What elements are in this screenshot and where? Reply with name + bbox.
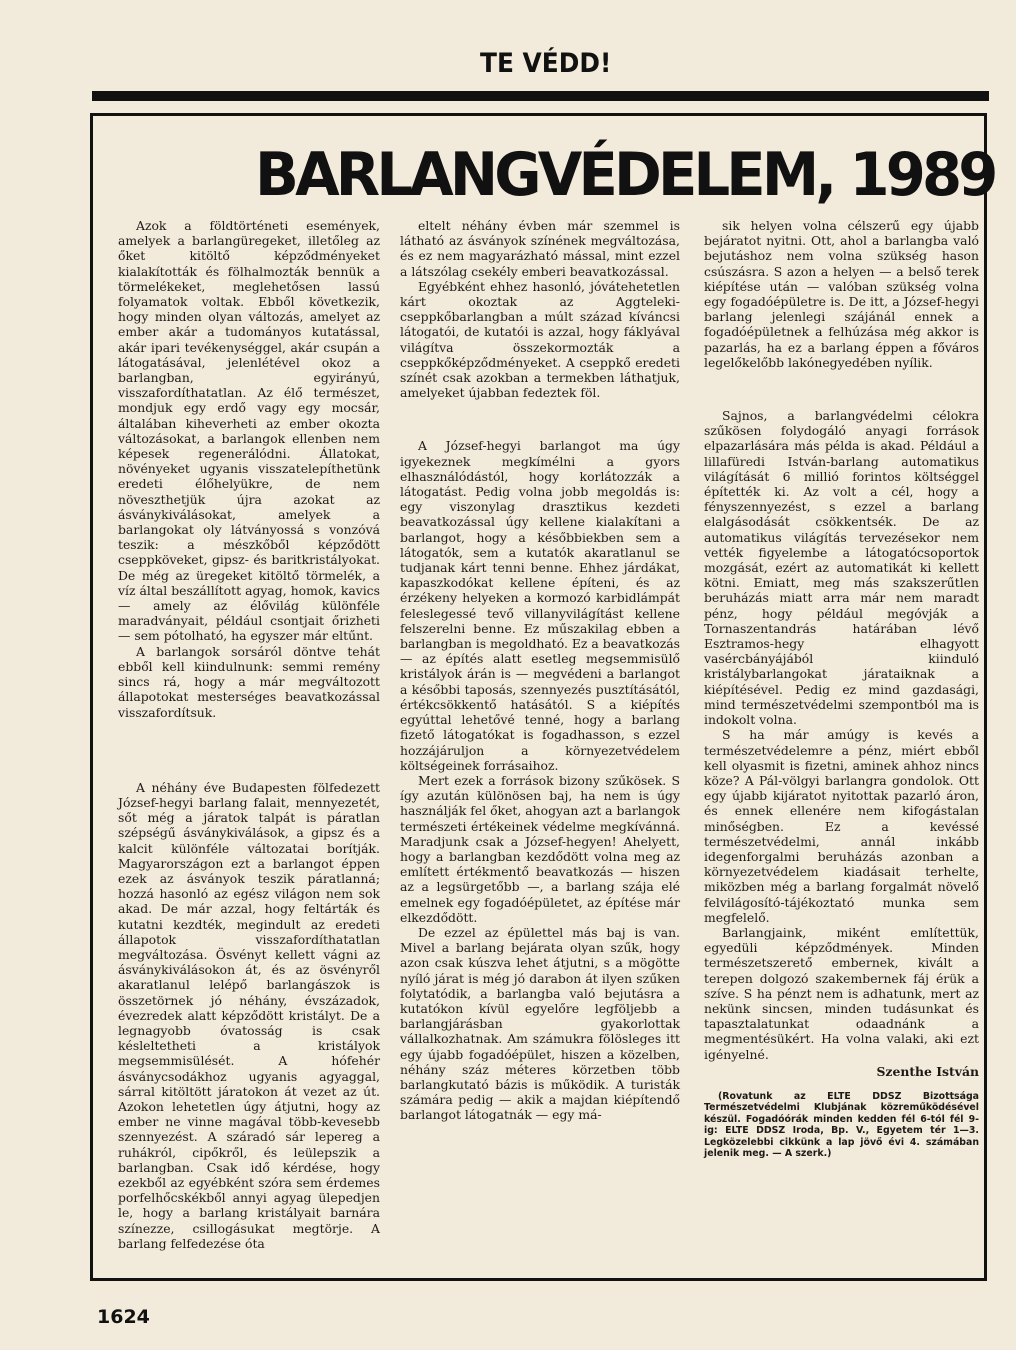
section-label: TE VÉDD! [480, 48, 612, 79]
paragraph: sik helyen volna célszerű egy újabb bejáratot nyitni. Ott, ahol a barlangba való bejutáshoz nem volna szükség hason csúszásra. S azon a helyen — a belső terek kiépítése után — valóban szükség volna egy fogadóépületre is. De itt, a József-hegyi barlang jelenlegi szájánál ennek a fogadóépületnek a felhúzása még akkor is pazarlás, ha ez a barlang éppen a főváros legelőkelőbb lakónegyedében nyílik. [704, 218, 979, 370]
paragraph: Azok a földtörténeti események, amelyek a barlangüregeket, illetőleg az őket kitöltő képződményeket kialakították és fölhalmozták bennük a törmelékeket, meglehetősen lassú folyamatok voltak. Ebből következik, hogy minden olyan változás, amelyet az ember akár a tudományos kutatással, akár ipari tevékenységgel, akár csupán a látogatásával, jelenlétével okoz a barlangban, egyirányú, visszafordíthatatlan. Az élő természet, mondjuk egy erdő vagy egy mocsár, általában kiheverheti az ember okozta változásokat, a barlangok ellenben nem képesek regenerálódni. Állatokat, növényeket ugyanis visszatelepíthetünk eredeti élőhelyükre, de nem növeszthetjük újra azokat az ásványkiválásokat, amelyek a barlangokat oly látványossá s vonzóvá teszik: a mészkőből képződött cseppköveket, gipsz- és baritkristályokat. De még az üregeket kitöltő törmelék, a víz által beszállított agyag, homok, kavics — amely az élővilág különféle maradványait, például csontjait őrizheti — sem pótolható, ha egyszer már eltűnt. [118, 218, 380, 644]
paragraph: A barlangok sorsáról döntve tehát ebből kell kiindulnunk: semmi remény sincs rá, hogy a már megváltozott állapotokat mesterséges beavatkozással visszafordítsuk. [118, 643, 380, 720]
paragraph: eltelt néhány évben már szemmel is látható az ásványok színének megváltozása, és ez nem magyarázható mással, mint ezzel a látszólag csekély emberi beavatkozással. [400, 218, 680, 279]
page-number: 1624 [97, 1306, 150, 1328]
article-headline: BARLANGVÉDELEM, 1989 [255, 140, 995, 210]
column-3 [704, 218, 979, 1159]
paragraph: S ha már amúgy is kevés a természetvédelemre a pénz, miért ebből kell olyasmit is fizetni, aminek ahhoz nincs köze? A Pál-völgyi barlangra gondolok. Ott egy újabb kijáratot nyitottak pazarló áron, és ennek ellenére nem kifogástalan minőségben. Ez a kevéssé természetvédelmi, annál inkább idegenforgalmi beruházás azonban a környezetvédelem kiadásait terhelte, miközben még a barlang forgalmát növelő felvilágosító-tájékoztató munka sem megfelelő. [704, 727, 979, 925]
paragraph: Mert ezek a források bizony szűkösek. S így azután különösen baj, ha nem is úgy használják fel őket, ahogyan azt a barlangok természeti értékeinek védelme megkívánná. Maradjunk csak a József-hegyen! Ahelyett, hogy a barlangban kezdődött volna meg az említett értékmentő beavatkozás — hiszen az a legsürgetőbb —, a barlang szája elé emelnek egy fogadóépületet, az építése már elkezdődött. [400, 772, 680, 925]
paragraph: Egyébként ehhez hasonló, jóvátehetetlen kárt okoztak az Aggteleki-cseppkőbarlangban a múlt század kíváncsi látogatói, de kutatói is azzal, hogy fáklyával világítva összekormozták a cseppkőképződményeket. A cseppkő eredeti színét csak azokban a termekben láthatjuk, amelyeket újabban fedeztek föl. [400, 278, 680, 401]
column-1 [118, 218, 380, 1251]
top-rule [92, 91, 989, 101]
author-signature: Szenthe István [876, 1063, 979, 1079]
paragraph: A József-hegyi barlangot ma úgy igyekeznek megkímélni a gyors elhasználódástól, hogy korlátozzák a látogatást. Pedig volna jobb megoldás is: egy viszonylag drasztikus kezdeti beavatkozással úgy kellene kialakítani a barlangot, hogy a későbbiekben sem a látogatók, sem a kutatók akaratlanul se tudjanak kárt tenni benne. Ehhez járdákat, kapaszkodókat kellene építeni, és az érzékeny helyeken a kormozó karbidlámpát feleslegessé tevő villanyvilágítást kellene felszerelni benne. Ez műszakilag ebben a barlangban is megoldható. Ez a beavatkozás — az építés alatt esetleg megsemmisülő kristályok árán is — megvédeni a barlangot a későbbi taposás, szennyezés pusztításától, értékcsökkentő hatásától. S a kiépítés egyúttal lehetővé tenné, hogy a barlang fizető látogatókat is fogadhasson, s ezzel hozzájáruljon a környezetvédelem költségeinek forrásaihoz. [400, 438, 680, 773]
editorial-note: (Rovatunk az ELTE DDSZ Bizottsága Természetvédelmi Klubjának közreműködésével készül. Fogadóórák minden kedden fél 6-tól fél 9-ig: ELTE DDSZ Iroda, Bp. V., Egyetem tér 1—3. Legközelebbi cikkünk a lap jövő évi 4. számában jelenik meg. — A szerk.) [704, 1090, 979, 1159]
paragraph: Sajnos, a barlangvédelmi célokra szűkösen folydogáló anyagi források elpazarlására más példa is akad. Például a lillafüredi István-barlang automatikus világítását 6 millió forintos költséggel építették ki. Az volt a cél, hogy a fényszennyezést, s ezzel a barlang elalgásodását csökkentsék. De az automatikus világítás tervezésekor nem vették figyelembe a látogatócsoportok mozgását, ezért az automatikát ki kellett kötni. Emiatt, meg más szakszerűtlen beruházás miatt arra már nem maradt pénz, hogy például megóvják a Tornaszentandrás határában lévő Esztramos-hegy elhagyott vasércbányájából kiinduló kristálybarlangokat járataiknak a kiépítésével. Pedig ez mind gazdasági, mind természetvédelmi szempontból ma is indokolt volna. [704, 408, 979, 728]
paragraph: A néhány éve Budapesten fölfedezett József-hegyi barlang falait, mennyezetét, sőt még a járatok talpát is páratlan szépségű ásványkiválások, a gipsz és a kalcit különféle változatai borítják. Magyarországon ezt a barlangot éppen ezek az ásványok teszik páratlanná; hozzá hasonló az egész világon nem sok akad. De már azzal, hogy feltárták és kutatni kezdték, megindult az eredeti állapotok visszafordíthatatlan megváltozása. Ösvényt kellett vágni az ásványkiválásokon át, és az ösvényről akaratlanul lelépő barlangászok is összetörnek jó néhány, évszázadok, évezredek alatt képződött kristályt. De a legnagyobb óvatosság is csak késleltetheti a kristályok megsemmisülését. A hófehér ásványcsodákhoz ugyanis agyaggal, sárral kitöltött járatokon át vezet az út. Azokon lehetetlen úgy átjutni, hogy az ember ne vinne magával több-kevesebb szennyezést. A száradó sár lepereg a ruhákról, cipőkről, és leülepszik a barlangban. Csak idő kérdése, hogy ezekből az egyébként szóra sem érdemes porfelhőcskékből annyi agyag ülepedjen le, hogy a barlang kristályait barnára színezze, csillogásukat megtörje. A barlang felfedezése óta [118, 779, 380, 1251]
paragraph: Barlangjaink, miként említettük, egyedüli képződmények. Minden természetszerető embernek, kivált a terepen dolgozó szakembernek fáj érük a szíve. S ha pénzt nem is adhatunk, mert az nekünk sincsen, minden tudásunkat és tapasztalatunkat odaadnánk a megmentésükért. Ha volna valaki, aki ezt igényelné. [704, 924, 979, 1062]
paragraph: De ezzel az épülettel más baj is van. Mivel a barlang bejárata olyan szűk, hogy azon csak kúszva lehet átjutni, s a mögötte nyíló járat is még jó darabon át ilyen szűken folytatódik, a barlangba való bejutásra a kutatókon kívül egyelőre legföljebb a barlangjárásban gyakorlottak vállalkozhatnak. Am számukra fölösleges itt egy újabb fogadóépület, hiszen a közelben, néhány száz méteres körzetben több barlangkutató bázis is működik. A turisták számára pedig — akik a majdan kiépítendő barlangot látogatnák — egy má- [400, 924, 680, 1123]
column-2 [400, 218, 680, 1123]
